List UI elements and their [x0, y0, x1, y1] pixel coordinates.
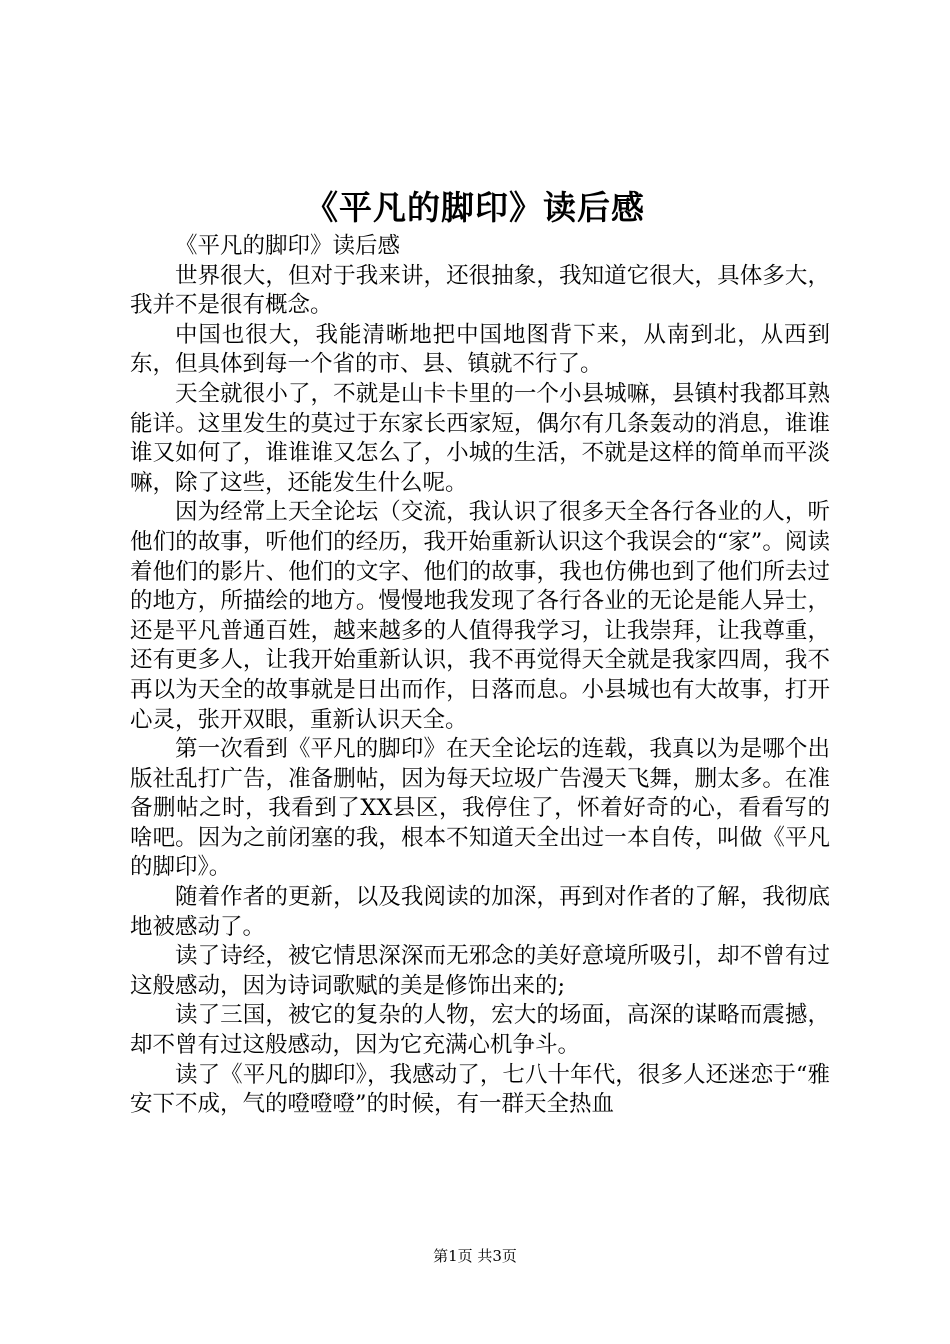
paragraph: 《平凡的脚印》读后感 [175, 233, 401, 259]
paragraph: 因为经常上天全论坛（交流，我认识了很多天全各行各业的人，听他们的故事，听他们的经历，我开始重新认识这个我误会的“家”。阅读着他们的影片、他们的文字、他们的故事，我也仿佛也到了他们所去过的地方，所描绘的地方。慢慢地我发现了各行各业的无论是能人异士，还是平凡普通百姓，越来越多的人值得我学习，让我崇拜，让我尊重，还有更多人，让我开始重新认识，我不再觉得天全就是我家四周，我不再以为天全的故事就是日出而作，日落而息。小县城也有大故事，打开心灵，张开双眼，重新认识天全。 [130, 499, 830, 733]
document-body [130, 232, 830, 1120]
paragraph: 读了三国，被它的复杂的人物，宏大的场面，高深的谋略而震撼，却不曾有过这般感动，因为它充满心机争斗。 [130, 1002, 830, 1059]
paragraph: 天全就很小了，不就是山卡卡里的一个小县城嘛，县镇村我都耳熟能详。这里发生的莫过于东家长西家短，偶尔有几条轰动的消息，谁谁谁又如何了，谁谁谁又怎么了，小城的生活，不就是这样的简单而平淡嘛，除了这些，还能发生什么呢。 [130, 380, 830, 496]
document-title: 《平凡的脚印》读后感 [305, 188, 645, 227]
paragraph: 读了诗经，被它情思深深而无邪念的美好意境所吸引，却不曾有过这般感动，因为诗词歌赋的美是修饰出来的; [130, 943, 830, 999]
paragraph: 世界很大，但对于我来讲，还很抽象，我知道它很大，具体多大，我并不是很有概念。 [130, 262, 830, 319]
paragraph: 第一次看到《平凡的脚印》在天全论坛的连载，我真以为是哪个出版社乱打广告，准备删帖，因为每天垃圾广告漫天飞舞，删太多。在准备删帖之时，我看到了XX县区，我停住了，怀着好奇的心，看看写的啥吧。因为之前闭塞的我，根本不知道天全出过一本自传，叫做《平凡的脚印》。 [130, 736, 830, 881]
paragraph: 中国也很大，我能清晰地把中国地图背下来，从南到北，从西到东，但具体到每一个省的市、县、镇就不行了。 [130, 321, 830, 378]
page-number-footer: 第1页 共3页 [433, 1247, 517, 1265]
paragraph: 读了《平凡的脚印》，我感动了，七八十年代，很多人还迷恋于“雅安下不成，气的噔噔噔”的时候，有一群天全热血 [130, 1061, 830, 1118]
paragraph: 随着作者的更新，以及我阅读的加深，再到对作者的了解，我彻底地被感动了。 [130, 884, 830, 940]
